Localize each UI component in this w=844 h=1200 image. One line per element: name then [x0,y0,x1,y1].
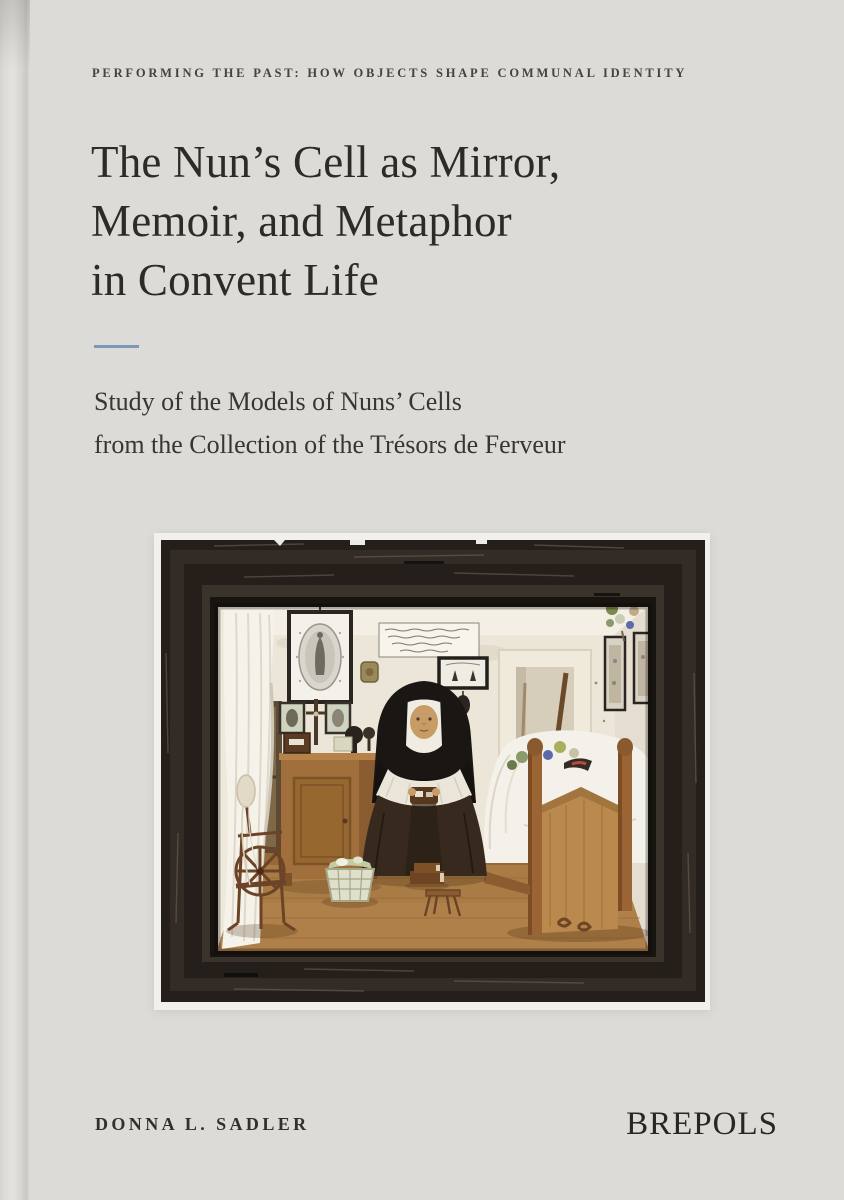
book-title [91,133,560,310]
book-subtitle [94,380,566,466]
book-title-line-1: The Nun’s Cell as Mirror, [91,137,561,187]
spine-edge [0,0,30,1200]
book-title-line-3: in Convent Life [91,255,379,305]
book-title-line-2: Memoir, and Metaphor [91,196,512,246]
devotional-print [289,605,351,702]
series-title: PERFORMING THE PAST: HOW OBJECTS SHAPE COMMUNAL IDENTITY [92,66,688,80]
cover-photo [154,533,710,1010]
wall-text-panel [379,623,479,657]
publisher-logo: BREPOLS [626,1106,778,1142]
basket [322,857,378,909]
two-figures-frame [439,658,487,688]
rosette-plaque [361,662,378,682]
author-name: DONNA L. SADLER [95,1114,310,1134]
diorama-room [216,595,652,953]
book-subtitle-line-1: Study of the Models of Nuns’ Cells [94,387,462,416]
accent-rule [94,345,139,348]
book-subtitle-line-2: from the Collection of the Trésors de Ferveur [94,430,566,459]
